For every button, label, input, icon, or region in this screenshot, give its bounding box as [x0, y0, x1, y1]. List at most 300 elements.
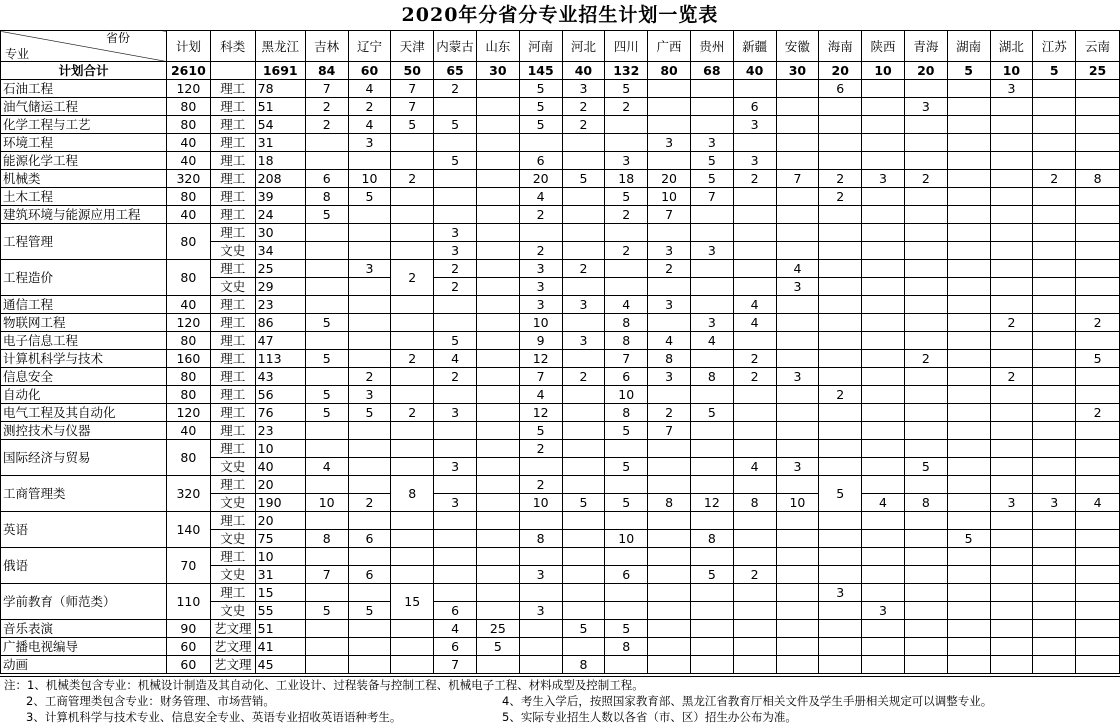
- value-cell: 18: [255, 152, 305, 170]
- total-value-1: 84: [305, 62, 348, 80]
- value-cell: [819, 242, 862, 260]
- province-header-10: 贵州: [690, 31, 733, 62]
- province-header-19: 云南: [1076, 31, 1120, 62]
- table-row: [1, 296, 1120, 314]
- value-cell: [947, 206, 990, 224]
- value-cell: [391, 242, 434, 260]
- value-cell: [476, 566, 519, 584]
- value-cell: 10: [255, 548, 305, 566]
- value-cell: [904, 566, 947, 584]
- major-name: 动画: [1, 656, 167, 674]
- value-cell: 2: [605, 98, 648, 116]
- table-row: [1, 656, 1120, 674]
- total-value-3: 50: [391, 62, 434, 80]
- value-cell: [476, 494, 519, 512]
- value-cell: [862, 422, 905, 440]
- value-cell: 2: [562, 260, 605, 278]
- value-cell: [476, 350, 519, 368]
- value-cell: [690, 440, 733, 458]
- value-cell: [391, 458, 434, 476]
- table-row: [1, 116, 1120, 134]
- table-row: [1, 638, 1120, 656]
- major-name: 广播电视编导: [1, 638, 167, 656]
- value-cell: [947, 656, 990, 674]
- value-cell: 5: [690, 170, 733, 188]
- value-cell: 7: [305, 566, 348, 584]
- value-cell: [990, 170, 1033, 188]
- value-cell: [1076, 188, 1120, 206]
- value-cell: 5: [476, 638, 519, 656]
- category-cell: 艺文理: [210, 656, 255, 674]
- value-cell: [562, 278, 605, 296]
- value-cell: 6: [348, 530, 391, 548]
- value-cell: 7: [391, 80, 434, 98]
- major-name: 信息安全: [1, 368, 167, 386]
- value-cell: [562, 476, 605, 494]
- value-cell: [947, 80, 990, 98]
- category-cell: 理工: [210, 206, 255, 224]
- value-cell: [1033, 386, 1076, 404]
- value-cell: 208: [255, 170, 305, 188]
- value-cell: [947, 296, 990, 314]
- value-cell: [1033, 368, 1076, 386]
- value-cell: [348, 638, 391, 656]
- value-cell: [305, 656, 348, 674]
- value-cell: [819, 116, 862, 134]
- value-cell: 3: [519, 278, 562, 296]
- value-cell: [690, 350, 733, 368]
- value-cell: 7: [305, 80, 348, 98]
- table-body: [1, 31, 1120, 674]
- value-cell: [904, 116, 947, 134]
- value-cell: [862, 458, 905, 476]
- value-cell: [562, 188, 605, 206]
- value-cell: [1076, 80, 1120, 98]
- major-header-label: 专业: [5, 47, 30, 61]
- total-plan: 2610: [166, 62, 210, 80]
- value-cell: [1033, 656, 1076, 674]
- major-plan: 160: [166, 350, 210, 368]
- value-cell: [562, 566, 605, 584]
- value-cell: [904, 224, 947, 242]
- province-header-0: 黑龙江: [255, 31, 305, 62]
- value-cell: [1076, 620, 1120, 638]
- value-cell: [348, 512, 391, 530]
- value-cell: [1033, 638, 1076, 656]
- value-cell: 2: [605, 206, 648, 224]
- value-cell: [1033, 188, 1076, 206]
- value-cell: [305, 260, 348, 278]
- value-cell: [990, 656, 1033, 674]
- value-cell: 2: [562, 116, 605, 134]
- category-cell: 理工: [210, 386, 255, 404]
- value-cell: 20: [255, 512, 305, 530]
- value-cell: [733, 278, 776, 296]
- major-name: 土木工程: [1, 188, 167, 206]
- value-cell: [862, 188, 905, 206]
- value-cell: [990, 458, 1033, 476]
- category-cell: 理工: [210, 98, 255, 116]
- total-value-17: 10: [990, 62, 1033, 80]
- major-plan: 80: [166, 368, 210, 386]
- value-cell: [990, 242, 1033, 260]
- value-cell: [947, 152, 990, 170]
- value-cell: 8: [562, 656, 605, 674]
- diagonal-header-cell: [1, 31, 167, 62]
- value-cell: [862, 548, 905, 566]
- value-cell: 4: [348, 80, 391, 98]
- value-cell: [1033, 476, 1076, 494]
- value-cell: 3: [776, 458, 819, 476]
- value-cell: 7: [434, 656, 477, 674]
- value-cell: [476, 80, 519, 98]
- total-value-19: 25: [1076, 62, 1120, 80]
- value-cell: [990, 134, 1033, 152]
- value-cell: [776, 602, 819, 620]
- value-cell: [1033, 584, 1076, 602]
- value-cell: [434, 170, 477, 188]
- value-cell: 2: [819, 188, 862, 206]
- major-name: 能源化学工程: [1, 152, 167, 170]
- value-cell: [776, 242, 819, 260]
- value-cell: [391, 386, 434, 404]
- major-name: 工程造价: [1, 260, 167, 296]
- total-value-2: 60: [348, 62, 391, 80]
- value-cell: [733, 242, 776, 260]
- value-cell: [990, 278, 1033, 296]
- value-cell: [434, 98, 477, 116]
- value-cell: 2: [990, 314, 1033, 332]
- value-cell: 2: [733, 566, 776, 584]
- value-cell: [862, 134, 905, 152]
- value-cell: [1076, 332, 1120, 350]
- value-cell: [776, 134, 819, 152]
- value-cell: [904, 440, 947, 458]
- value-cell: [819, 422, 862, 440]
- value-cell: [819, 458, 862, 476]
- value-cell: [1033, 602, 1076, 620]
- table-row: [1, 134, 1120, 152]
- value-cell: [648, 602, 691, 620]
- value-cell: 8: [1076, 170, 1120, 188]
- value-cell: [1033, 134, 1076, 152]
- value-cell: 2: [305, 116, 348, 134]
- value-cell: [733, 638, 776, 656]
- value-cell: 29: [255, 278, 305, 296]
- value-cell: [776, 116, 819, 134]
- major-plan: 80: [166, 440, 210, 476]
- value-cell: [990, 602, 1033, 620]
- category-cell: 文史: [210, 458, 255, 476]
- value-cell: [434, 296, 477, 314]
- value-cell: 5: [519, 80, 562, 98]
- value-cell: 2: [391, 404, 434, 422]
- value-cell: 3: [605, 152, 648, 170]
- value-cell: [947, 620, 990, 638]
- value-cell: [605, 134, 648, 152]
- value-cell: [519, 224, 562, 242]
- category-cell: 文史: [210, 530, 255, 548]
- value-cell: 5: [434, 332, 477, 350]
- table-row: [1, 260, 1120, 278]
- value-cell: [648, 458, 691, 476]
- value-cell: 3: [862, 170, 905, 188]
- value-cell: [733, 512, 776, 530]
- value-cell: [690, 98, 733, 116]
- province-header-3: 天津: [391, 31, 434, 62]
- value-cell: [733, 224, 776, 242]
- value-cell: 4: [348, 116, 391, 134]
- value-cell: [476, 98, 519, 116]
- value-cell: [819, 548, 862, 566]
- value-cell: [1033, 350, 1076, 368]
- value-cell: 23: [255, 296, 305, 314]
- value-cell: 75: [255, 530, 305, 548]
- value-cell: 76: [255, 404, 305, 422]
- value-cell: 8: [305, 188, 348, 206]
- value-cell: [562, 530, 605, 548]
- value-cell: [305, 440, 348, 458]
- value-cell: [348, 242, 391, 260]
- value-cell: [648, 566, 691, 584]
- major-plan: 80: [166, 260, 210, 296]
- value-cell: [690, 512, 733, 530]
- major-name: 电子信息工程: [1, 332, 167, 350]
- category-cell: 理工: [210, 296, 255, 314]
- value-cell: 4: [733, 458, 776, 476]
- value-cell: [990, 440, 1033, 458]
- major-plan: 80: [166, 98, 210, 116]
- value-cell: [519, 638, 562, 656]
- value-cell: [1076, 548, 1120, 566]
- value-cell: [562, 422, 605, 440]
- major-plan: 60: [166, 656, 210, 674]
- value-cell: 4: [1076, 494, 1120, 512]
- category-cell: 理工: [210, 152, 255, 170]
- note-3: 3、计算机科学与技术专业、信息安全专业、英语专业招收英语语种考生。: [26, 710, 402, 724]
- value-cell: [562, 314, 605, 332]
- value-cell: 5: [690, 566, 733, 584]
- value-cell: [990, 422, 1033, 440]
- value-cell: [947, 512, 990, 530]
- value-cell: [476, 134, 519, 152]
- value-cell: 2: [391, 170, 434, 188]
- value-cell: [904, 386, 947, 404]
- table-row: [1, 476, 1120, 494]
- value-cell: 3: [434, 494, 477, 512]
- major-plan: 40: [166, 296, 210, 314]
- value-cell: 3: [990, 80, 1033, 98]
- value-cell: [990, 584, 1033, 602]
- value-cell: 10: [648, 188, 691, 206]
- value-cell: [776, 656, 819, 674]
- value-cell: [904, 512, 947, 530]
- value-cell: [348, 224, 391, 242]
- value-cell: 2: [733, 170, 776, 188]
- value-cell: [476, 404, 519, 422]
- value-cell: 3: [690, 134, 733, 152]
- value-cell: [690, 602, 733, 620]
- value-cell: [819, 440, 862, 458]
- table-row: [1, 152, 1120, 170]
- value-cell: 6: [519, 152, 562, 170]
- value-cell: [776, 512, 819, 530]
- value-cell: [819, 152, 862, 170]
- value-cell: [947, 602, 990, 620]
- value-cell: [305, 224, 348, 242]
- value-cell: 34: [255, 242, 305, 260]
- value-cell: [476, 224, 519, 242]
- value-cell: 3: [348, 386, 391, 404]
- value-cell: [1033, 314, 1076, 332]
- value-cell: 3: [519, 260, 562, 278]
- value-cell: [305, 548, 348, 566]
- value-cell: [862, 80, 905, 98]
- value-cell: 3: [562, 296, 605, 314]
- value-cell: 2: [648, 404, 691, 422]
- table-row: [1, 80, 1120, 98]
- value-cell: [990, 476, 1033, 494]
- value-cell: [947, 260, 990, 278]
- footnotes: [0, 676, 1120, 725]
- value-cell: 4: [434, 350, 477, 368]
- value-cell: 3: [648, 296, 691, 314]
- category-cell: 理工: [210, 134, 255, 152]
- value-cell: 8: [605, 314, 648, 332]
- value-cell: [776, 530, 819, 548]
- value-cell: [476, 116, 519, 134]
- value-cell: 4: [519, 188, 562, 206]
- value-cell: [690, 116, 733, 134]
- total-value-9: 80: [648, 62, 691, 80]
- note-2: 2、工商管理类包含专业：财务管理、市场营销。: [26, 694, 275, 708]
- value-cell: [1076, 656, 1120, 674]
- major-plan: 80: [166, 188, 210, 206]
- value-cell: [434, 206, 477, 224]
- value-cell: [348, 620, 391, 638]
- value-cell: 47: [255, 332, 305, 350]
- value-cell: 2: [648, 260, 691, 278]
- value-cell: [776, 332, 819, 350]
- value-cell: [434, 134, 477, 152]
- value-cell: [990, 548, 1033, 566]
- value-cell: 5: [605, 188, 648, 206]
- value-cell: [1033, 512, 1076, 530]
- value-cell: [1076, 584, 1120, 602]
- value-cell: [690, 206, 733, 224]
- value-cell: [819, 512, 862, 530]
- value-cell: [305, 422, 348, 440]
- value-cell: 5: [904, 458, 947, 476]
- value-cell: [391, 206, 434, 224]
- value-cell: [434, 476, 477, 494]
- value-cell: 3: [562, 332, 605, 350]
- value-cell: [391, 620, 434, 638]
- value-cell: [1033, 98, 1076, 116]
- total-value-15: 20: [904, 62, 947, 80]
- value-cell: 9: [519, 332, 562, 350]
- value-cell: [776, 224, 819, 242]
- major-name: 英语: [1, 512, 167, 548]
- value-cell: [562, 386, 605, 404]
- value-cell: [819, 350, 862, 368]
- category-cell: 理工: [210, 116, 255, 134]
- major-plan: 110: [166, 584, 210, 620]
- value-cell: [690, 548, 733, 566]
- value-cell: [904, 206, 947, 224]
- value-cell: [1033, 422, 1076, 440]
- value-cell: 45: [255, 656, 305, 674]
- value-cell: [947, 134, 990, 152]
- value-cell: [348, 440, 391, 458]
- value-cell: [476, 242, 519, 260]
- value-cell: [733, 206, 776, 224]
- value-cell: [434, 188, 477, 206]
- value-cell: 3: [733, 152, 776, 170]
- value-cell: [391, 368, 434, 386]
- major-plan: 40: [166, 134, 210, 152]
- value-cell: 5: [305, 314, 348, 332]
- value-cell: 12: [690, 494, 733, 512]
- value-cell: [434, 530, 477, 548]
- value-cell: 4: [776, 260, 819, 278]
- value-cell: [391, 332, 434, 350]
- category-cell: 理工: [210, 584, 255, 602]
- value-cell: 5: [305, 206, 348, 224]
- value-cell: [733, 530, 776, 548]
- value-cell: [733, 476, 776, 494]
- value-cell: [305, 620, 348, 638]
- value-cell: [519, 584, 562, 602]
- value-cell: [348, 332, 391, 350]
- value-cell: [519, 548, 562, 566]
- major-plan: 70: [166, 548, 210, 584]
- value-cell: [1076, 638, 1120, 656]
- value-cell: [476, 188, 519, 206]
- value-cell: [562, 440, 605, 458]
- value-cell: 3: [519, 602, 562, 620]
- value-cell: 2: [519, 242, 562, 260]
- value-cell: 24: [255, 206, 305, 224]
- value-cell: [476, 170, 519, 188]
- total-value-11: 40: [733, 62, 776, 80]
- value-cell: [776, 314, 819, 332]
- value-cell: [648, 314, 691, 332]
- value-cell: [862, 314, 905, 332]
- value-cell: [648, 638, 691, 656]
- value-cell: 2: [904, 350, 947, 368]
- value-cell: 18: [605, 170, 648, 188]
- total-value-0: 1691: [255, 62, 305, 80]
- value-cell: [776, 296, 819, 314]
- value-cell: [562, 458, 605, 476]
- category-cell: 理工: [210, 368, 255, 386]
- table-row: [1, 188, 1120, 206]
- value-cell: 6: [434, 638, 477, 656]
- province-header-2: 辽宁: [348, 31, 391, 62]
- major-plan: 120: [166, 80, 210, 98]
- value-cell: [862, 584, 905, 602]
- province-header-14: 陕西: [862, 31, 905, 62]
- value-cell: [1033, 296, 1076, 314]
- value-cell: [776, 98, 819, 116]
- value-cell: [990, 350, 1033, 368]
- value-cell: 3: [690, 242, 733, 260]
- note-4: 4、考生入学后，按照国家教育部、黑龙江省教育厅相关文件及学生手册相关规定可以调整专业。: [502, 694, 993, 708]
- province-header-8: 四川: [605, 31, 648, 62]
- value-cell: [819, 368, 862, 386]
- value-cell: 51: [255, 620, 305, 638]
